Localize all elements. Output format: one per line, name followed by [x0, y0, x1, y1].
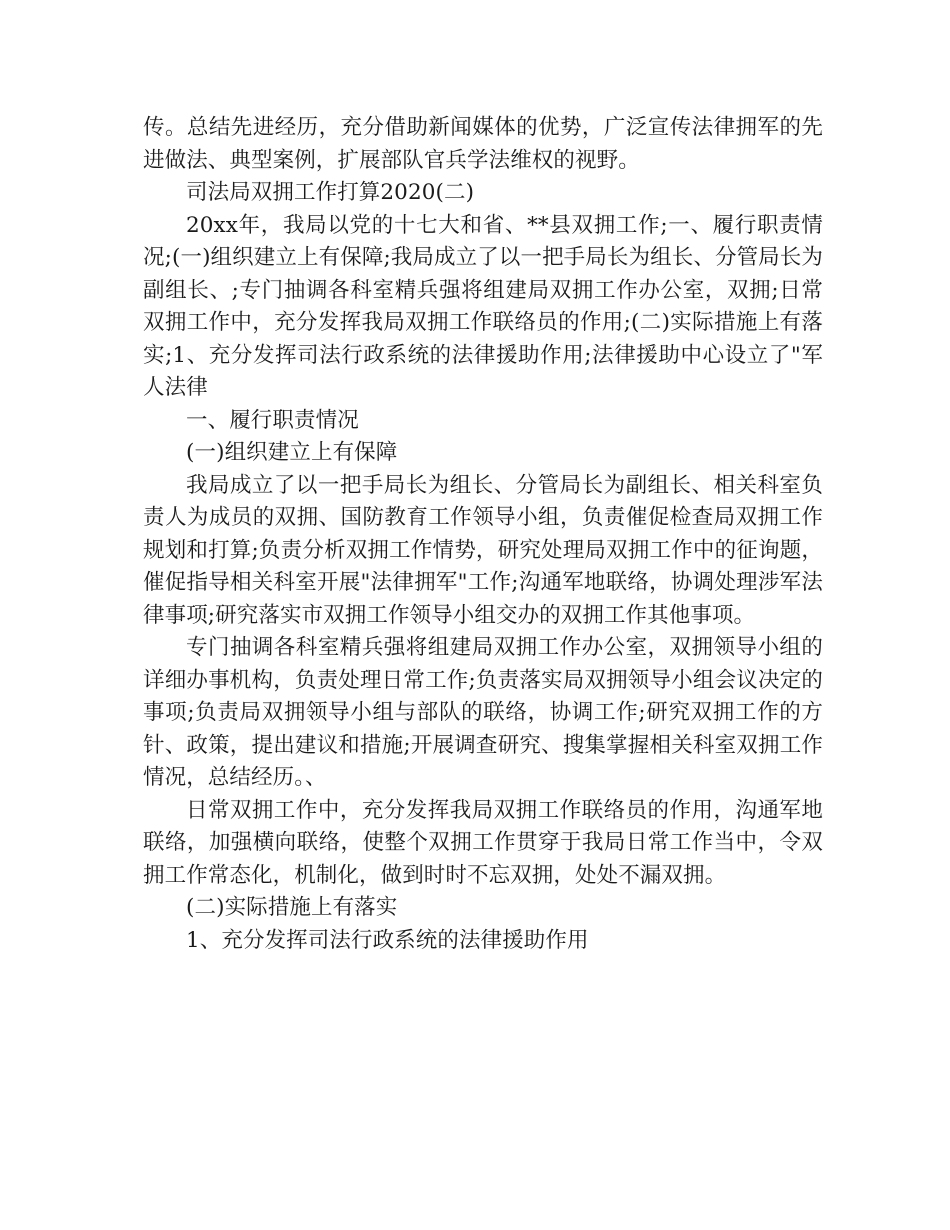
list-item-legal-aid: 1、充分发挥司法行政系统的法律援助作用 [186, 927, 589, 953]
paragraph-daily-work: 日常双拥工作中，充分发挥我局双拥工作联络员的作用，沟通军地联络，加强横向联络，使整个双拥工作贯穿于我局日常工作当中，令双拥工作常态化，机制化，做到时时不忘双拥，处处不漏双拥。 [143, 797, 823, 888]
document-page [143, 112, 823, 957]
heading-duties: 一、履行职责情况 [186, 407, 359, 433]
paragraph-1: 传。总结先进经历，充分借助新闻媒体的优势，广泛宣传法律拥军的先进做法、典型案例，扩展部队官兵学法维权的视野。 [143, 115, 823, 173]
paragraph-leadership-group: 我局成立了以一把手局长为组长、分管局长为副组长、相关科室负责人为成员的双拥、国防教育工作领导小组，负责催促检查局双拥工作规划和打算;负责分析双拥工作情势，研究处理局双拥工作中的征询题，催促指导相关科室开展"法律拥军"工作;沟通军地联络，协调处理涉军法律事项;研究落实市双拥工作领导小组交办的双拥工作其他事项。 [143, 472, 823, 628]
section-title: 司法局双拥工作打算2020(二) [186, 180, 475, 205]
paragraph-summary: 20xx年，我局以党的十七大和省、**县双拥工作;一、履行职责情况;(一)组织建立上有保障;我局成立了以一把手局长为组长、分管局长为副组长、;专门抽调各科室精兵强将组建局双拥工作办公室，双拥;日常双拥工作中，充分发挥我局双拥工作联络员的作用;(二)实际措施上有落实;1、充分发挥司法行政系统的法律援助作用;法律援助中心设立了"军人法律 [143, 212, 823, 400]
subheading-measures: (二)实际措施上有落实 [186, 895, 398, 920]
paragraph-office: 专门抽调各科室精兵强将组建局双拥工作办公室，双拥领导小组的详细办事机构，负责处理日常工作;负责落实局双拥领导小组会议决定的事项;负责局双拥领导小组与部队的联络，协调工作;研究双拥工作的方针、政策，提出建议和措施;开展调查研究、搜集掌握相关科室双拥工作情况，总结经历。、 [143, 635, 823, 790]
subheading-organization: (一)组织建立上有保障 [186, 440, 398, 465]
